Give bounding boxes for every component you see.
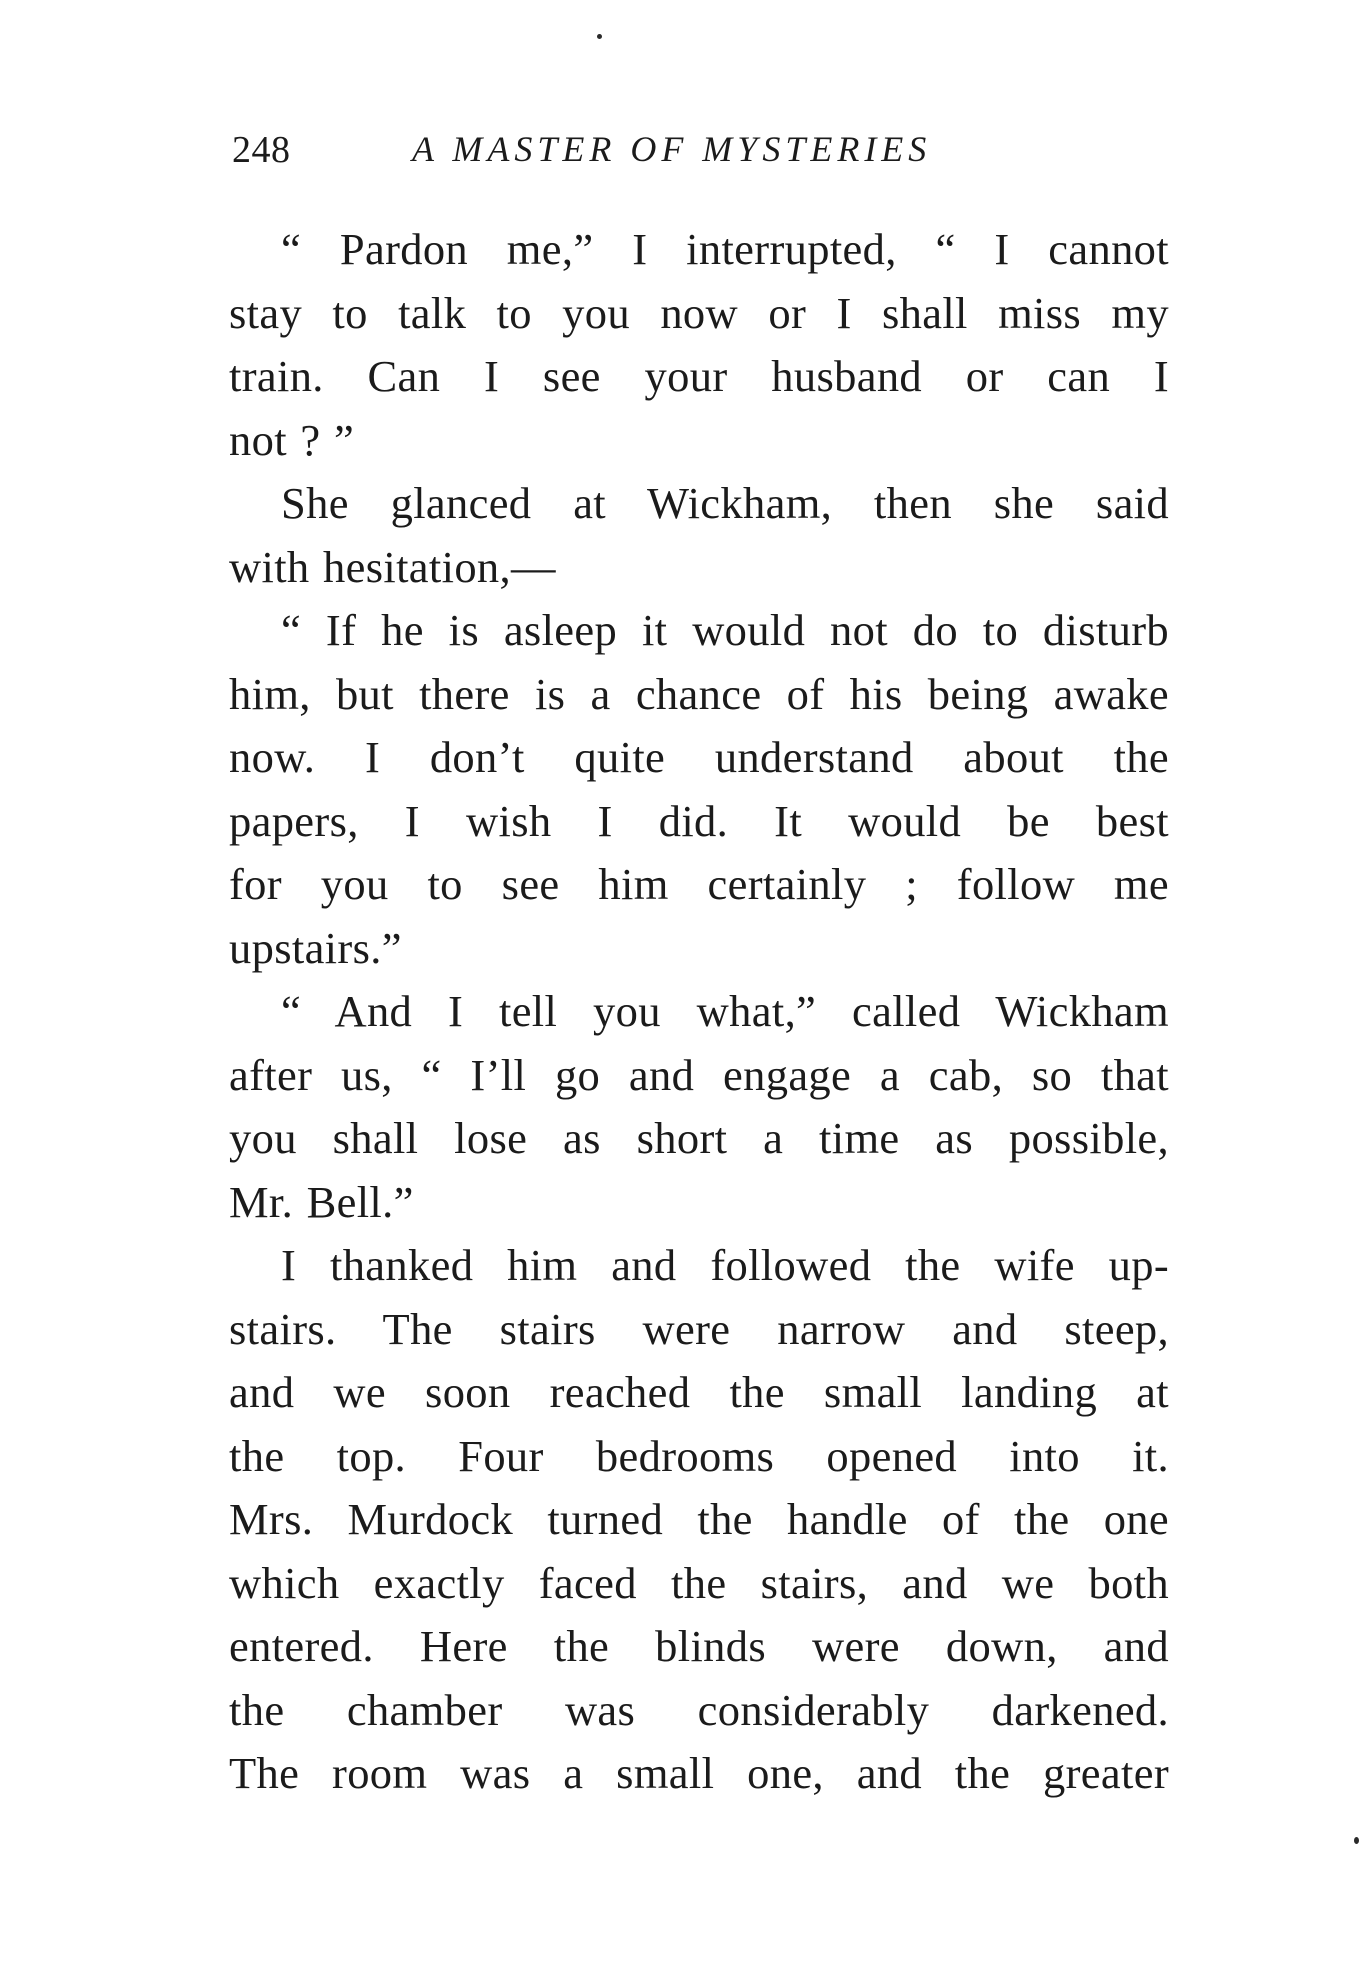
text-line: not ? ” — [229, 414, 355, 465]
page-number: 248 — [232, 129, 291, 171]
text-line: I thanked him and followed the wife up- — [281, 1240, 1169, 1290]
text-line: Mr. Bell.” — [229, 1176, 414, 1227]
text-line: for you to see him certainly ; follow me — [229, 859, 1169, 909]
text-line: “ If he is asleep it would not do to disturb — [281, 605, 1169, 655]
text-line: and we soon reached the small landing at — [229, 1367, 1169, 1417]
text-line: the top. Four bedrooms opened into it. — [229, 1430, 1169, 1481]
text-line: The room was a small one, and the greater — [229, 1748, 1169, 1798]
text-line: “ And I tell you what,” called Wickham — [281, 986, 1169, 1036]
text-line: stay to talk to you now or I shall miss my — [229, 287, 1169, 338]
text-line: Mrs. Murdock turned the handle of the one — [229, 1494, 1169, 1544]
text-line: entered. Here the blinds were down, and — [229, 1621, 1169, 1671]
text-line: you shall lose as short a time as possible, — [229, 1113, 1169, 1163]
running-title: A MASTER OF MYSTERIES — [412, 129, 932, 169]
text-line: She glanced at Wickham, then she said — [281, 478, 1169, 528]
text-line: the chamber was considerably darkened. — [229, 1684, 1169, 1735]
running-head — [232, 128, 1167, 178]
text-line: now. I don’t quite understand about the — [229, 732, 1169, 782]
text-line: upstairs.” — [229, 922, 402, 973]
text-line: train. Can I see your husband or can I — [229, 351, 1169, 401]
text-line: “ Pardon me,” I interrupted, “ I cannot — [281, 224, 1169, 274]
body-text — [229, 218, 1169, 1806]
text-line: papers, I wish I did. It would be best — [229, 795, 1169, 846]
text-line: which exactly faced the stairs, and we both — [229, 1557, 1169, 1608]
text-line: stairs. The stairs were narrow and steep, — [229, 1303, 1169, 1354]
text-line: with hesitation,— — [229, 541, 556, 592]
ink-speck — [597, 34, 602, 39]
ink-speck — [1354, 1837, 1359, 1844]
text-line: him, but there is a chance of his being awake — [229, 668, 1169, 719]
text-line: after us, “ I’ll go and engage a cab, so that — [229, 1049, 1169, 1100]
